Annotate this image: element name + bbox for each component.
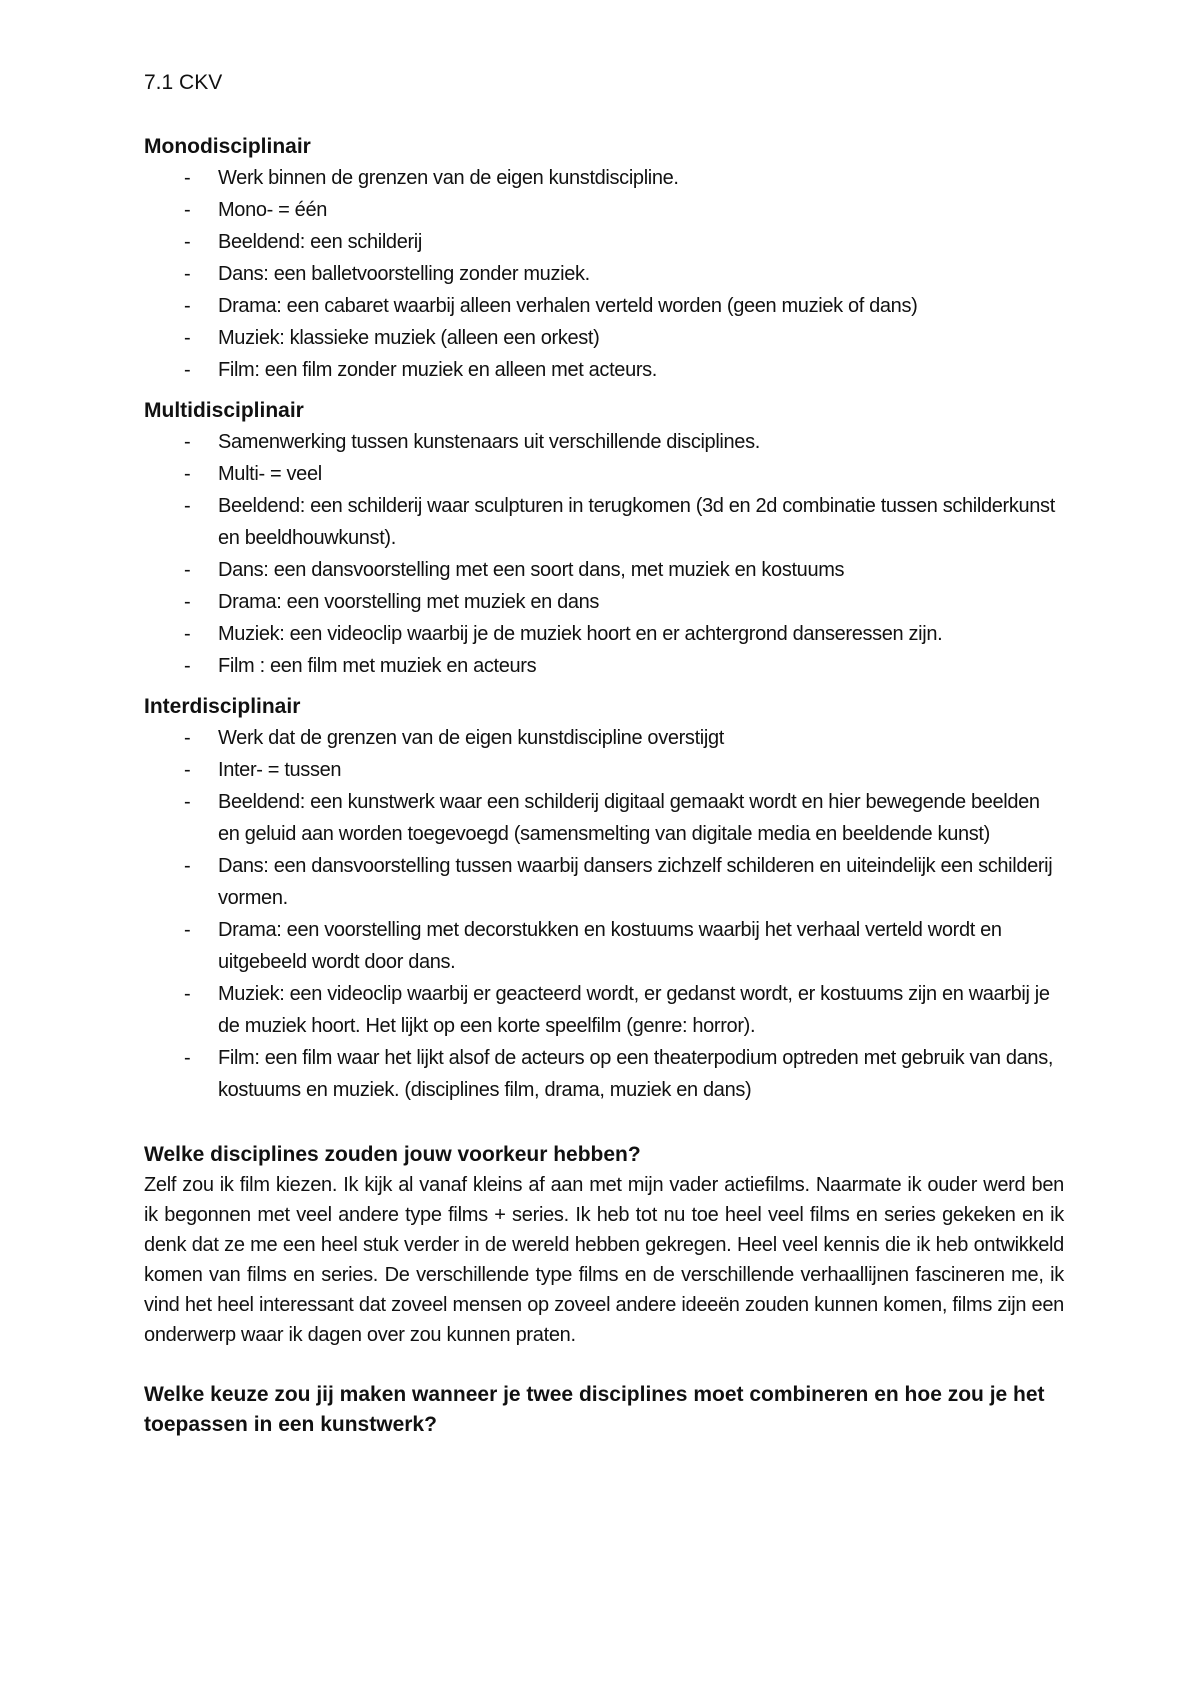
- section-monodisciplinair: [144, 132, 1064, 386]
- dash-bullet: -: [184, 759, 191, 781]
- list-item: [144, 850, 1064, 914]
- dash-bullet: -: [184, 199, 191, 221]
- document-title: 7.1 CKV: [144, 71, 223, 94]
- list-item-text: Film : een film met muziek en acteurs: [218, 655, 537, 677]
- dash-bullet: -: [184, 655, 191, 677]
- dash-bullet: -: [184, 791, 191, 813]
- dash-bullet: -: [184, 983, 191, 1005]
- list-item-text: Film: een film waar het lijkt alsof de acteurs op een theaterpodium optreden met gebruik van dans, kostuums en muziek. (disciplines film, drama, muziek en dans): [218, 1047, 1054, 1101]
- list-item: [144, 978, 1064, 1042]
- dash-bullet: -: [184, 231, 191, 253]
- dash-bullet: -: [184, 495, 191, 517]
- list-item-text: Muziek: klassieke muziek (alleen een orkest): [218, 327, 600, 349]
- list-item: [144, 722, 1064, 754]
- list-item-text: Drama: een voorstelling met muziek en dans: [218, 591, 600, 613]
- list-item-text: Drama: een voorstelling met decorstukken en kostuums waarbij het verhaal verteld wordt en uitgebeeld wordt door dans.: [218, 919, 1002, 973]
- list-item: [144, 1042, 1064, 1106]
- dash-bullet: -: [184, 327, 191, 349]
- list-item: [144, 258, 1064, 290]
- document-page: [144, 68, 1064, 1440]
- section-heading: Multidisciplinair: [144, 399, 304, 422]
- list-item-text: Muziek: een videoclip waarbij er geacteerd wordt, er gedanst wordt, er kostuums zijn en waarbij je de muziek hoort. Het lijkt op een korte speelfilm (genre: horror).: [218, 983, 1050, 1037]
- list-item-text: Beeldend: een kunstwerk waar een schilderij digitaal gemaakt wordt en hier bewegende beelden en geluid aan worden toegevoegd (samensmelting van digitale media en beeldende kunst): [218, 791, 1040, 845]
- answer-paragraph: Zelf zou ik film kiezen. Ik kijk al vanaf kleins af aan met mijn vader actiefilms. Naarmate ik ouder werd ben ik begonnen met veel andere type films + series. Ik heb tot nu toe heel veel films en series gekeken en ik denk dat ze me een heel stuk verder in de wereld hebben gekregen. Heel veel kennis die ik heb ontwikkeld komen van films en series. De verschillende type films en de verschillende verhaallijnen fascineren me, ik vind het heel interessant dat zoveel mensen op zoveel andere ideeën zouden kunnen komen, films zijn een onderwerp waar ik dagen over zou kunnen praten.: [144, 1174, 1064, 1346]
- list-item-text: Dans: een dansvoorstelling tussen waarbij dansers zichzelf schilderen en uiteindelijk een schilderij vormen.: [218, 855, 1053, 909]
- list-item: [144, 490, 1064, 554]
- bullet-list: [144, 722, 1064, 1106]
- dash-bullet: -: [184, 623, 191, 645]
- list-item: [144, 586, 1064, 618]
- list-item: [144, 786, 1064, 850]
- list-item: [144, 618, 1064, 650]
- list-item-text: Drama: een cabaret waarbij alleen verhalen verteld worden (geen muziek of dans): [218, 295, 918, 317]
- list-item: [144, 354, 1064, 386]
- list-item-text: Multi- = veel: [218, 463, 322, 485]
- list-item-text: Werk dat de grenzen van de eigen kunstdiscipline overstijgt: [218, 727, 724, 749]
- question-heading-preference: Welke disciplines zouden jouw voorkeur hebben?: [144, 1143, 641, 1166]
- question-heading-combination: Welke keuze zou jij maken wanneer je twee disciplines moet combineren en hoe zou je het toepassen in een kunstwerk?: [144, 1383, 1045, 1436]
- section-interdisciplinair: [144, 692, 1064, 1106]
- dash-bullet: -: [184, 591, 191, 613]
- list-item: [144, 754, 1064, 786]
- dash-bullet: -: [184, 463, 191, 485]
- list-item: [144, 914, 1064, 978]
- list-item: [144, 226, 1064, 258]
- list-item-text: Inter- = tussen: [218, 759, 342, 781]
- list-item: [144, 322, 1064, 354]
- dash-bullet: -: [184, 727, 191, 749]
- section-multidisciplinair: [144, 396, 1064, 682]
- list-item-text: Muziek: een videoclip waarbij je de muziek hoort en er achtergrond danseressen zijn.: [218, 623, 943, 645]
- section-heading: Monodisciplinair: [144, 135, 311, 158]
- list-item: [144, 290, 1064, 322]
- list-item-text: Dans: een balletvoorstelling zonder muziek.: [218, 263, 590, 285]
- list-item-text: Dans: een dansvoorstelling met een soort dans, met muziek en kostuums: [218, 559, 845, 581]
- list-item-text: Samenwerking tussen kunstenaars uit verschillende disciplines.: [218, 431, 760, 453]
- list-item-text: Beeldend: een schilderij waar sculpturen in terugkomen (3d en 2d combinatie tussen schilderkunst en beeldhouwkunst).: [218, 495, 1055, 549]
- section-heading: Interdisciplinair: [144, 695, 301, 718]
- dash-bullet: -: [184, 559, 191, 581]
- dash-bullet: -: [184, 263, 191, 285]
- list-item-text: Werk binnen de grenzen van de eigen kunstdiscipline.: [218, 167, 679, 189]
- bullet-list: [144, 426, 1064, 682]
- list-item: [144, 162, 1064, 194]
- list-item: [144, 650, 1064, 682]
- dash-bullet: -: [184, 295, 191, 317]
- list-item: [144, 554, 1064, 586]
- list-item-text: Beeldend: een schilderij: [218, 231, 422, 253]
- bullet-list: [144, 162, 1064, 386]
- dash-bullet: -: [184, 167, 191, 189]
- dash-bullet: -: [184, 431, 191, 453]
- list-item: [144, 194, 1064, 226]
- list-item: [144, 426, 1064, 458]
- dash-bullet: -: [184, 919, 191, 941]
- list-item: [144, 458, 1064, 490]
- dash-bullet: -: [184, 359, 191, 381]
- dash-bullet: -: [184, 1047, 191, 1069]
- list-item-text: Film: een film zonder muziek en alleen met acteurs.: [218, 359, 658, 381]
- dash-bullet: -: [184, 855, 191, 877]
- list-item-text: Mono- = één: [218, 199, 328, 221]
